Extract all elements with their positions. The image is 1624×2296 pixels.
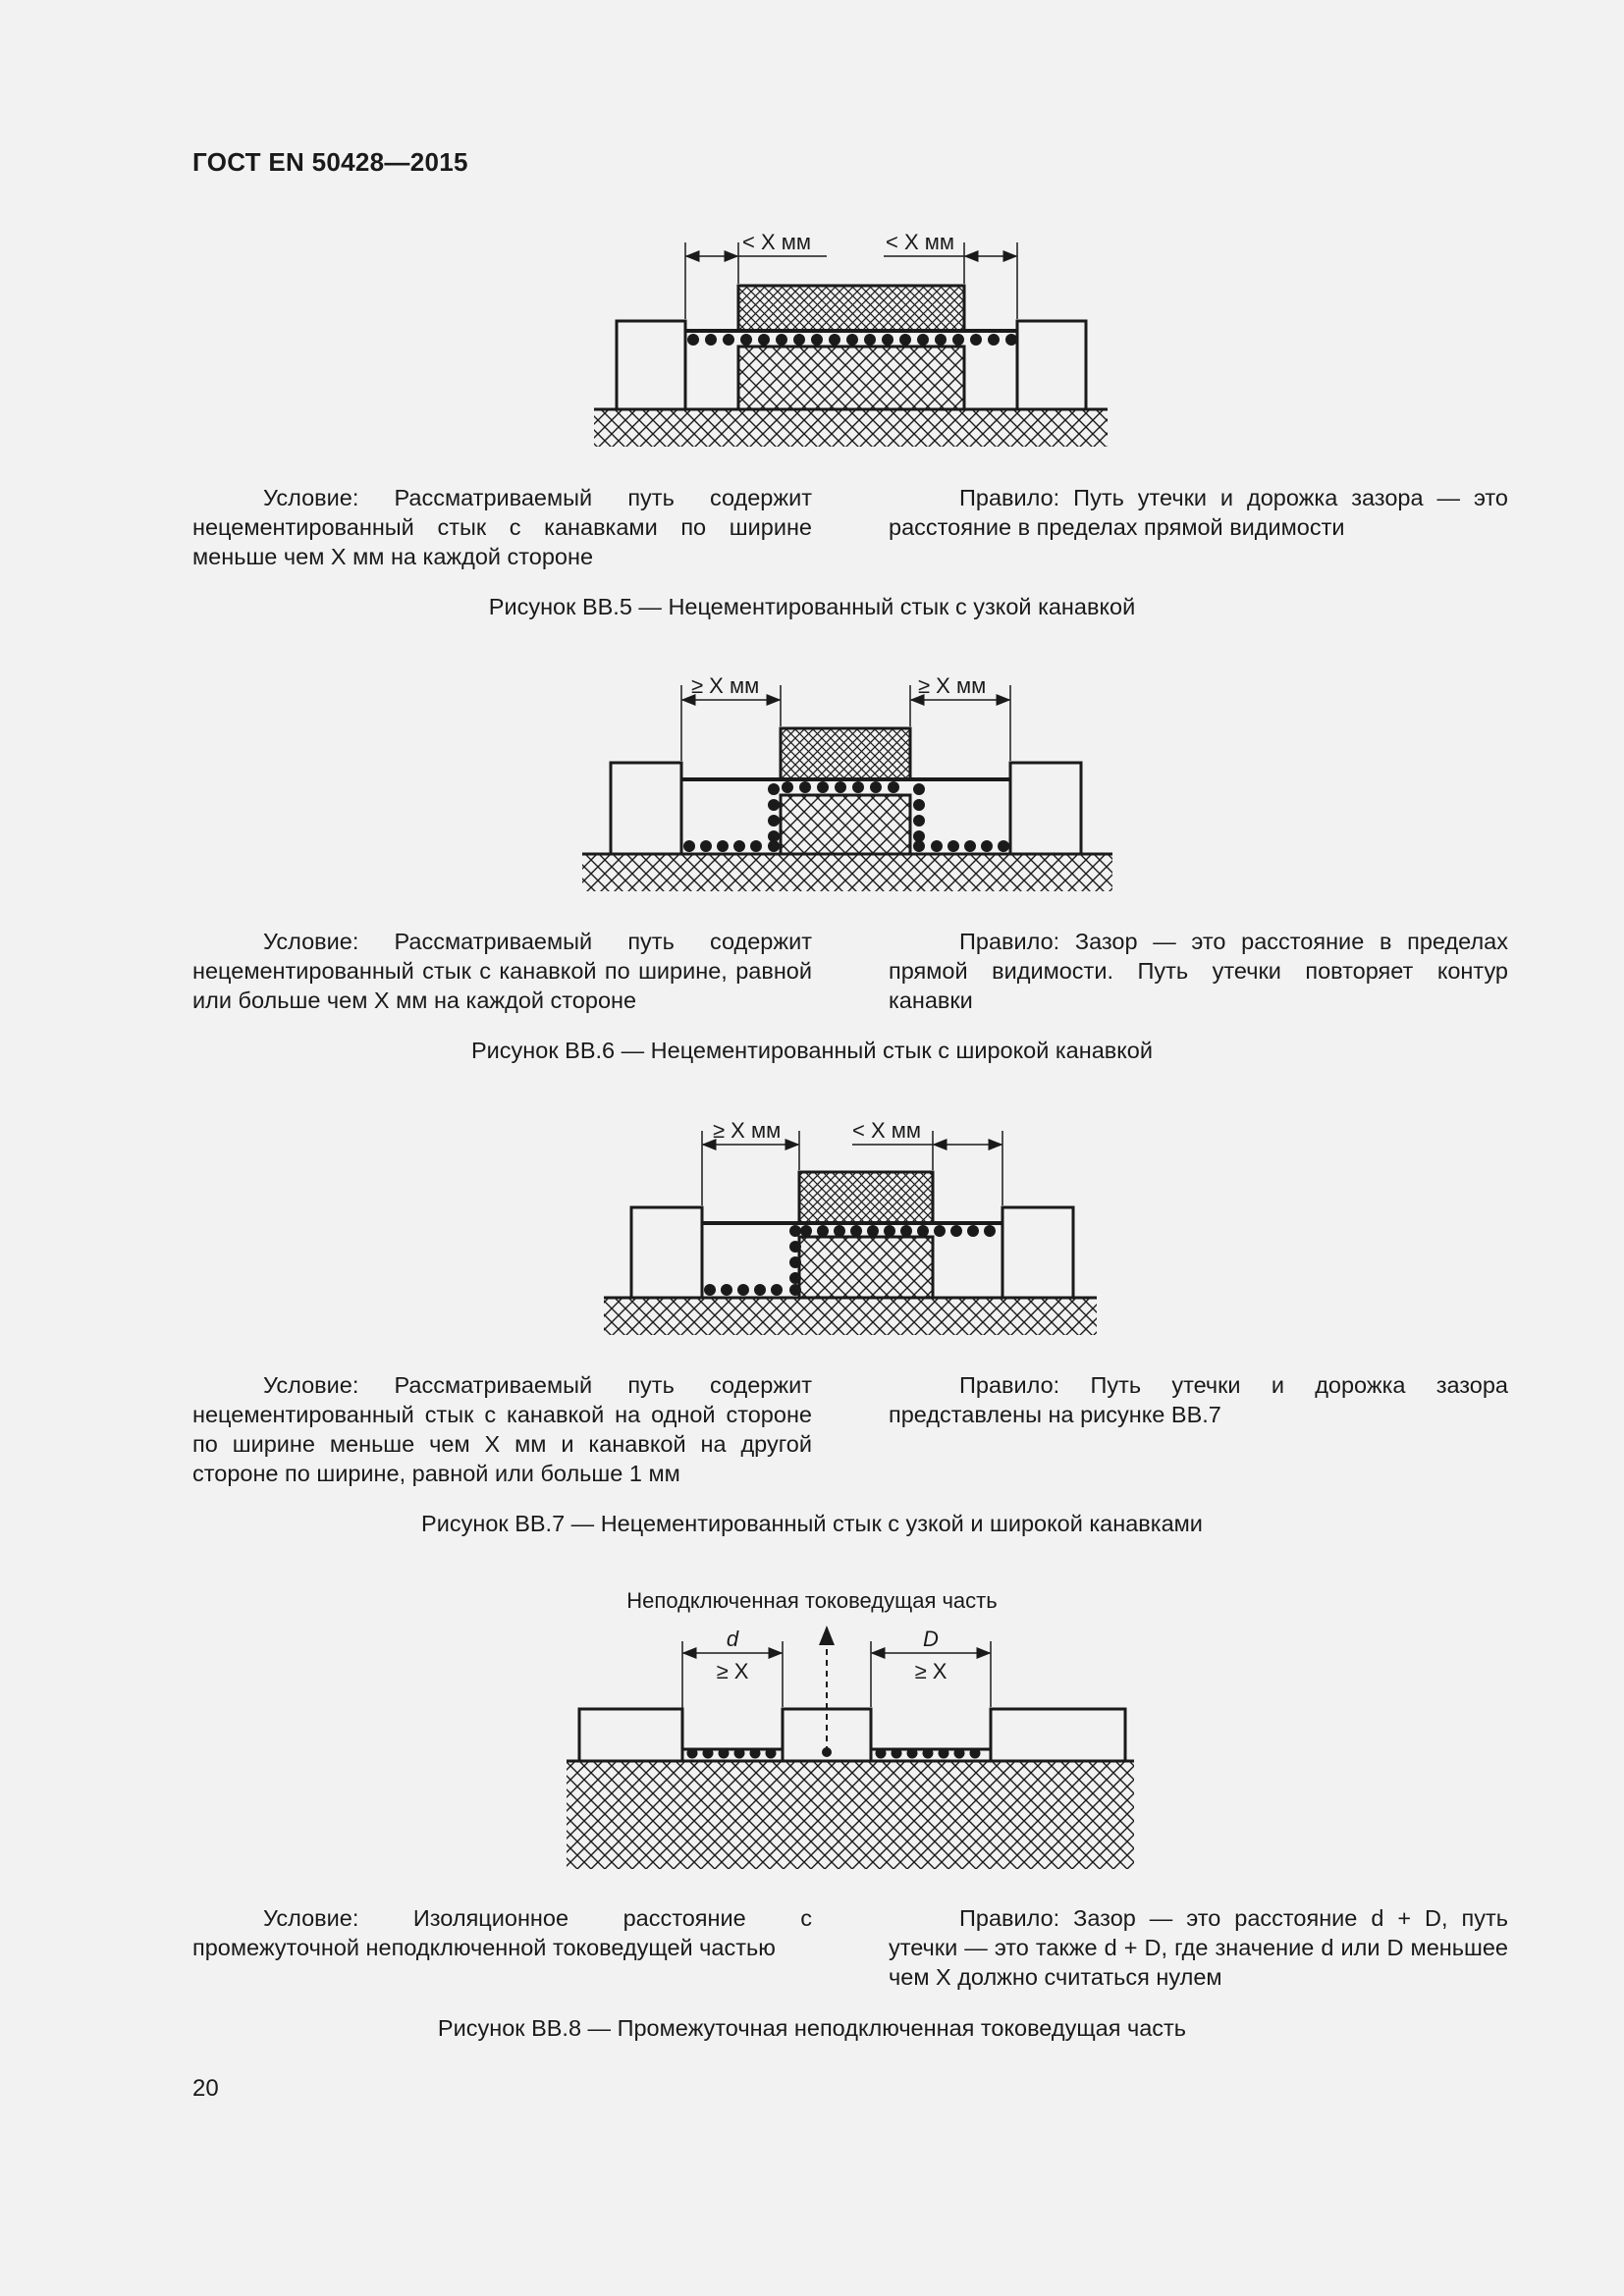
figure-bb6-drawing [0,667,1624,903]
figure-bb5-caption: Рисунок ВВ.5 — Нецементированный стык с узкой канавкой [488,594,1136,619]
figure-bb7-rule: Правило: Путь утечки и дорожка зазора представлены на рисунке ВВ.7 [889,1372,1508,1427]
figure-bb5 [0,221,1624,456]
dim-label-d: d [726,1627,739,1651]
figure-bb5-drawing [0,221,1624,456]
figure-bb6-rule: Правило: Зазор — это расстояние в пределах прямой видимости. Путь утечки повторяет контур канавки [889,929,1508,1013]
figure-bb7-condition: Условие: Рассматриваемый путь содержит нецементированный стык с канавкой на одной стороне по ширине меньше чем X мм и канавкой на другой стороне по ширине, равной или больше 1 мм [192,1372,812,1486]
document-header: ГОСТ EN 50428—2015 [192,147,468,177]
dim-label: < X мм [886,230,954,254]
dim-label: ≥ X [914,1659,947,1683]
figure-bb7-caption: Рисунок ВВ.7 — Нецементированный стык с узкой и широкой канавками [421,1511,1203,1536]
figure-bb8-title: Неподключенная токоведущая часть [626,1588,998,1613]
figure-bb8-caption: Рисунок ВВ.8 — Промежуточная неподключенная токоведущая часть [437,2015,1187,2041]
dim-label: ≥ X мм [918,673,987,698]
figure-bb6-caption: Рисунок ВВ.6 — Нецементированный стык с широкой канавкой [470,1038,1154,1063]
figure-bb6-condition: Условие: Рассматриваемый путь содержит нецементированный стык с канавкой по ширине, равной или больше чем X мм на каждой стороне [192,929,812,1013]
figure-bb8-rule: Правило: Зазор — это расстояние d + D, путь утечки — это также d + D, где значение d или D меньшее чем X должно считаться нулем [889,1905,1508,1990]
dim-label: ≥ X [716,1659,749,1683]
figure-bb7 [0,1109,1624,1345]
figure-bb8-drawing [0,1580,1624,1875]
figure-bb6 [0,667,1624,903]
figure-bb8-condition: Условие: Изоляционное расстояние с промежуточной неподключенной токоведущей частью [192,1905,812,1960]
figure-bb7-drawing [0,1109,1624,1345]
dim-label-big-d: D [923,1627,939,1651]
dim-label: < X мм [742,230,811,254]
figure-bb5-condition: Условие: Рассматриваемый путь содержит нецементированный стык с канавками по ширине меньше чем X мм на каждой стороне [192,485,812,569]
figure-bb8 [0,1580,1624,1875]
dim-label: ≥ X мм [713,1118,782,1143]
dim-label: < X мм [852,1118,921,1143]
figure-bb5-rule: Правило: Путь утечки и дорожка зазора — это расстояние в пределах прямой видимости [889,485,1508,540]
page-number: 20 [192,2075,219,2102]
dim-label: ≥ X мм [691,673,760,698]
